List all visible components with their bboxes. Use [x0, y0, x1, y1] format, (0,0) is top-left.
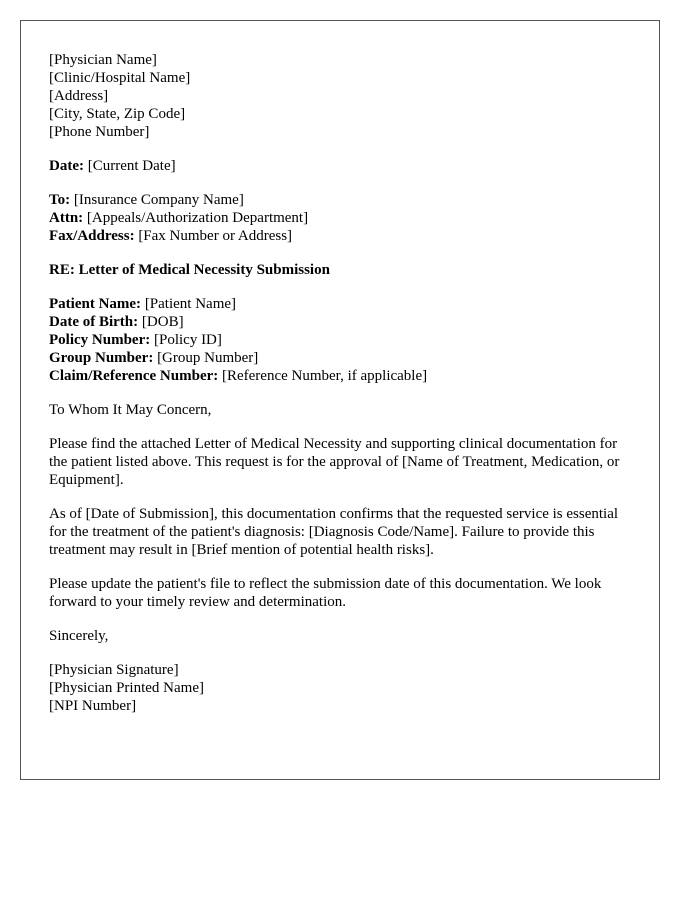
sender-block — [49, 51, 631, 141]
sender-phone: [Phone Number] — [49, 124, 150, 140]
to-line — [49, 191, 631, 209]
patient-name-label: Patient Name: — [49, 296, 142, 312]
recipient-block — [49, 191, 631, 245]
patient-name-value: [Patient Name] — [144, 296, 237, 312]
claim-label: Claim/Reference Number: — [49, 368, 219, 384]
body-paragraph-3: Please update the patient's file to reflect the submission date of this documentation. We look forward to your timely review and determination. — [49, 576, 602, 610]
policy-value: [Policy ID] — [153, 332, 222, 348]
group-label: Group Number: — [49, 350, 154, 366]
fax-value: [Fax Number or Address] — [138, 228, 293, 244]
date-value: [Current Date] — [87, 158, 176, 174]
physician-name: [Physician Name] — [49, 52, 157, 68]
to-value: [Insurance Company Name] — [73, 192, 244, 208]
body-paragraph-1: Please find the attached Letter of Medical Necessity and supporting clinical documentation for the patient listed above. This request is for the approval of [Name of Treatment, Medication, or Equipment]. — [49, 436, 620, 488]
claim-line — [49, 367, 631, 385]
attn-value: [Appeals/Authorization Department] — [86, 210, 309, 226]
claim-value: [Reference Number, if applicable] — [222, 368, 428, 384]
letter-page — [20, 20, 660, 780]
policy-line — [49, 331, 631, 349]
clinic-name: [Clinic/Hospital Name] — [49, 70, 191, 86]
to-label: To: — [49, 192, 71, 208]
salutation: To Whom It May Concern, — [49, 402, 212, 418]
policy-label: Policy Number: — [49, 332, 151, 348]
dob-value: [DOB] — [141, 314, 184, 330]
closing: Sincerely, — [49, 628, 109, 644]
attn-line — [49, 209, 631, 227]
body-paragraph-2: As of [Date of Submission], this documentation confirms that the requested service is essential for the treatment of the patient's diagnosis: [Diagnosis Code/Name]. Failure to provide this treatment may result in [Brief mention of potential health risks]. — [49, 506, 619, 558]
subject-block — [49, 261, 631, 279]
physician-printed-name: [Physician Printed Name] — [49, 680, 204, 696]
sender-address: [Address] — [49, 88, 109, 104]
patient-name-line — [49, 295, 631, 313]
attn-label: Attn: — [49, 210, 84, 226]
date-label: Date: — [49, 158, 84, 174]
npi-number: [NPI Number] — [49, 698, 137, 714]
patient-block — [49, 295, 631, 385]
date-block — [49, 157, 631, 175]
fax-label: Fax/Address: — [49, 228, 135, 244]
sender-city-state-zip: [City, State, Zip Code] — [49, 106, 186, 122]
date-line — [49, 157, 631, 175]
fax-line — [49, 227, 631, 245]
physician-signature: [Physician Signature] — [49, 662, 179, 678]
group-line — [49, 349, 631, 367]
dob-label: Date of Birth: — [49, 314, 139, 330]
signature-block — [49, 661, 631, 715]
group-value: [Group Number] — [157, 350, 259, 366]
dob-line — [49, 313, 631, 331]
subject-line: RE: Letter of Medical Necessity Submission — [49, 262, 330, 278]
